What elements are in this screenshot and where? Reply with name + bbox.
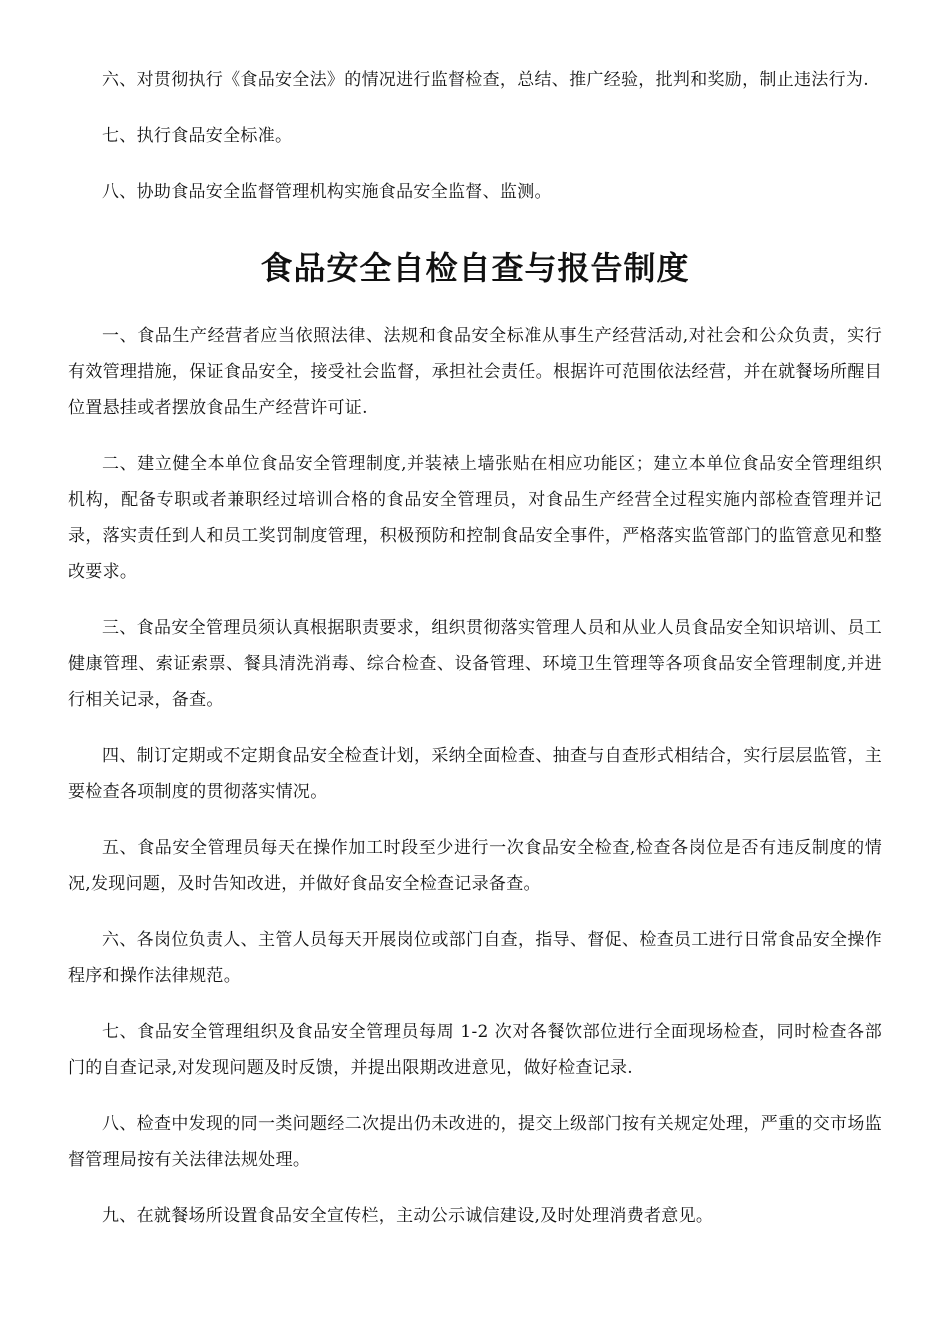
item-5: 五、食品安全管理员每天在操作加工时段至少进行一次食品安全检查,检查各岗位是否有违反制度的情况,发现问题，及时告知改进，并做好食品安全检查记录备查。 — [68, 838, 882, 894]
document-page — [68, 62, 882, 1254]
item-3: 三、食品安全管理员须认真根据职责要求，组织贯彻落实管理人员和从业人员食品安全知识培训、员工健康管理、索证索票、餐具清洗消毒、综合检查、设备管理、环境卫生管理等各项食品安全管理制度,并进行相关记录，备查。 — [68, 618, 882, 710]
item-9: 九、在就餐场所设置食品安全宣传栏，主动公示诚信建设,及时处理消费者意见。 — [102, 1206, 714, 1226]
item-8: 八、检查中发现的同一类问题经二次提出仍未改进的，提交上级部门按有关规定处理，严重的交市场监督管理局按有关法律法规处理。 — [68, 1114, 882, 1170]
section-title: 食品安全自检自查与报告制度 — [260, 249, 690, 287]
item-6: 六、各岗位负责人、主管人员每天开展岗位或部门自查，指导、督促、检查员工进行日常食品安全操作程序和操作法律规范。 — [68, 930, 882, 986]
pre-item-8: 八、协助食品安全监督管理机构实施食品安全监督、监测。 — [102, 182, 552, 202]
item-1: 一、食品生产经营者应当依照法律、法规和食品安全标准从事生产经营活动,对社会和公众负责，实行有效管理措施，保证食品安全，接受社会监督，承担社会责任。根据许可范围依法经营，并在就餐场所醒目位置悬挂或者摆放食品生产经营许可证. — [68, 326, 882, 418]
item-7: 七、食品安全管理组织及食品安全管理员每周 1-2 次对各餐饮部位进行全面现场检查，同时检查各部门的自查记录,对发现问题及时反馈，并提出限期改进意见，做好检查记录. — [68, 1022, 882, 1078]
pre-item-7: 七、执行食品安全标准。 — [102, 126, 293, 146]
item-4: 四、制订定期或不定期食品安全检查计划，采纳全面检查、抽查与自查形式相结合，实行层层监管，主要检查各项制度的贯彻落实情况。 — [68, 746, 882, 802]
item-2: 二、建立健全本单位食品安全管理制度,并装裱上墙张贴在相应功能区；建立本单位食品安全管理组织机构，配备专职或者兼职经过培训合格的食品安全管理员，对食品生产经营全过程实施内部检查管理并记录，落实责任到人和员工奖罚制度管理，积极预防和控制食品安全事件，严格落实监管部门的监管意见和整改要求。 — [68, 454, 882, 582]
pre-item-6: 六、对贯彻执行《食品安全法》的情况进行监督检查，总结、推广经验，批判和奖励，制止违法行为. — [102, 70, 869, 90]
